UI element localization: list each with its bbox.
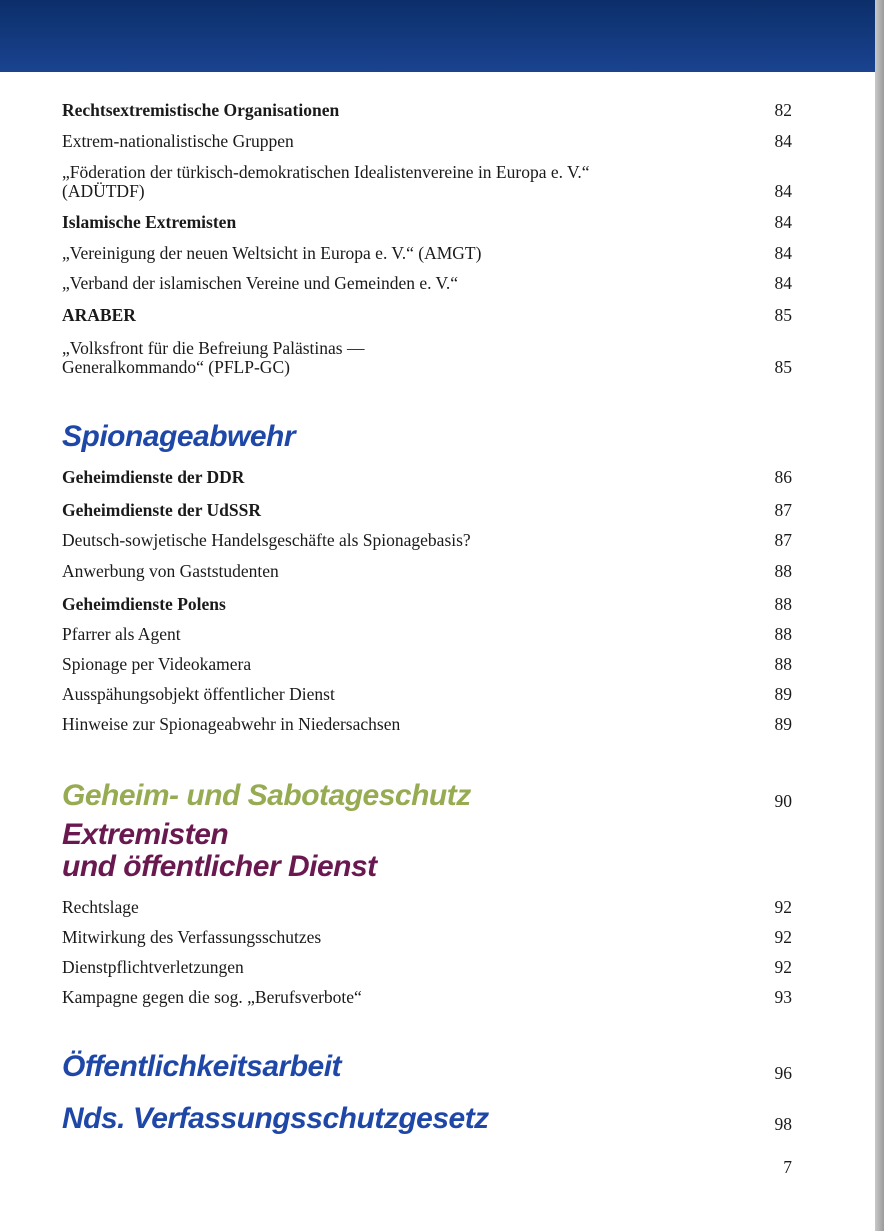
toc-entry [62, 625, 792, 644]
toc-entry-title: Spionage per Videokamera [62, 654, 252, 674]
toc-entry-title: Pfarrer als Agent [62, 624, 181, 644]
toc-entry [62, 595, 792, 614]
toc-entry-page: 84 [774, 181, 792, 201]
toc-entry-page: 82 [774, 100, 792, 120]
section-heading-page: 96 [774, 1063, 792, 1083]
section-heading-page: 98 [774, 1114, 792, 1134]
toc-entry [62, 213, 792, 232]
toc-entry [62, 958, 792, 977]
toc-entry-title: Dienstpflichtverletzungen [62, 957, 244, 977]
toc-entry [62, 685, 792, 704]
section-heading-oeffentlichkeitsarbeit: Öffentlichkeitsarbeit [62, 1050, 342, 1083]
toc-entry [62, 501, 792, 520]
toc-entry-title: Extrem-nationalistische Gruppen [62, 131, 294, 151]
toc-entry-title: Geheimdienste der UdSSR [62, 500, 261, 520]
toc-entry [62, 244, 792, 263]
toc-entry-page: 92 [774, 957, 792, 977]
toc-entry-page: 88 [774, 561, 792, 581]
toc-entry-title: Hinweise zur Spionageabwehr in Niedersachsen [62, 714, 401, 734]
toc-entry [62, 468, 792, 487]
toc-entry-page: 89 [774, 684, 792, 704]
toc-entry-page: 92 [774, 897, 792, 917]
toc-entry [62, 339, 792, 377]
toc-entry [62, 274, 792, 293]
section-heading-extremisten-line1: Extremisten [62, 818, 229, 851]
toc-entry-page: 84 [774, 212, 792, 232]
toc-entry [62, 163, 792, 201]
toc-entry [62, 306, 792, 325]
toc-entry-page: 93 [774, 987, 792, 1007]
header-bar [0, 0, 875, 72]
toc-entry-page: 87 [774, 500, 792, 520]
toc-entry-title: ARABER [62, 305, 136, 325]
toc-entry-page: 84 [774, 243, 792, 263]
toc-entry-title: Anwerbung von Gaststudenten [62, 561, 279, 581]
section-heading-spionageabwehr: Spionageabwehr [62, 420, 296, 453]
toc-entry [62, 898, 792, 917]
toc-entry-title: Kampagne gegen die sog. „Berufsverbote“ [62, 987, 362, 1007]
toc-entry-title: Mitwirkung des Verfassungsschutzes [62, 927, 322, 947]
toc-entry-title: Geheimdienste der DDR [62, 467, 245, 487]
page-edge [875, 0, 884, 1231]
toc-entry-title: „Verband der islamischen Vereine und Gemeinden e. V.“ [62, 273, 459, 293]
toc-entry [62, 655, 792, 674]
toc-entry [62, 101, 792, 120]
toc-entry-page: 89 [774, 714, 792, 734]
toc-entry-title: Rechtsextremistische Organisationen [62, 100, 340, 120]
toc-entry-page: 85 [774, 357, 792, 377]
section-heading-page: 90 [774, 791, 792, 811]
section-heading-verfassungsschutzgesetz: Nds. Verfassungsschutzgesetz [62, 1102, 489, 1135]
page-number: 7 [783, 1157, 792, 1177]
toc-entry [62, 715, 792, 734]
toc-entry-page: 84 [774, 273, 792, 293]
toc-entry-title: Geheimdienste Polens [62, 594, 226, 614]
toc-entry-page: 88 [774, 654, 792, 674]
toc-entry-page: 85 [774, 305, 792, 325]
toc-entry-title: „Föderation der türkisch-demokratischen Idealistenvereine in Europa e. V.“ (ADÜTDF) [62, 162, 590, 201]
toc-entry [62, 531, 792, 550]
toc-entry-page: 88 [774, 594, 792, 614]
toc-entry-page: 86 [774, 467, 792, 487]
toc-entry-page: 84 [774, 131, 792, 151]
toc-entry-page: 92 [774, 927, 792, 947]
toc-entry-title: Islamische Extremisten [62, 212, 237, 232]
toc-entry-title: Rechtslage [62, 897, 139, 917]
toc-entry-page: 88 [774, 624, 792, 644]
toc-entry [62, 928, 792, 947]
toc-entry [62, 562, 792, 581]
toc-entry-page: 87 [774, 530, 792, 550]
toc-entry-title: „Vereinigung der neuen Weltsicht in Europa e. V.“ (AMGT) [62, 243, 482, 263]
section-heading-extremisten-line2: und öffentlicher Dienst [62, 850, 377, 883]
section-heading-geheimschutz: Geheim- und Sabotageschutz [62, 779, 471, 812]
toc-entry [62, 132, 792, 151]
toc-entry-title: Deutsch-sowjetische Handelsgeschäfte als Spionagebasis? [62, 530, 471, 550]
toc-entry-title: Ausspähungsobjekt öffentlicher Dienst [62, 684, 335, 704]
toc-entry [62, 988, 792, 1007]
toc-entry-title: „Volksfront für die Befreiung Palästinas — Generalkommando“ (PFLP-GC) [62, 338, 365, 377]
